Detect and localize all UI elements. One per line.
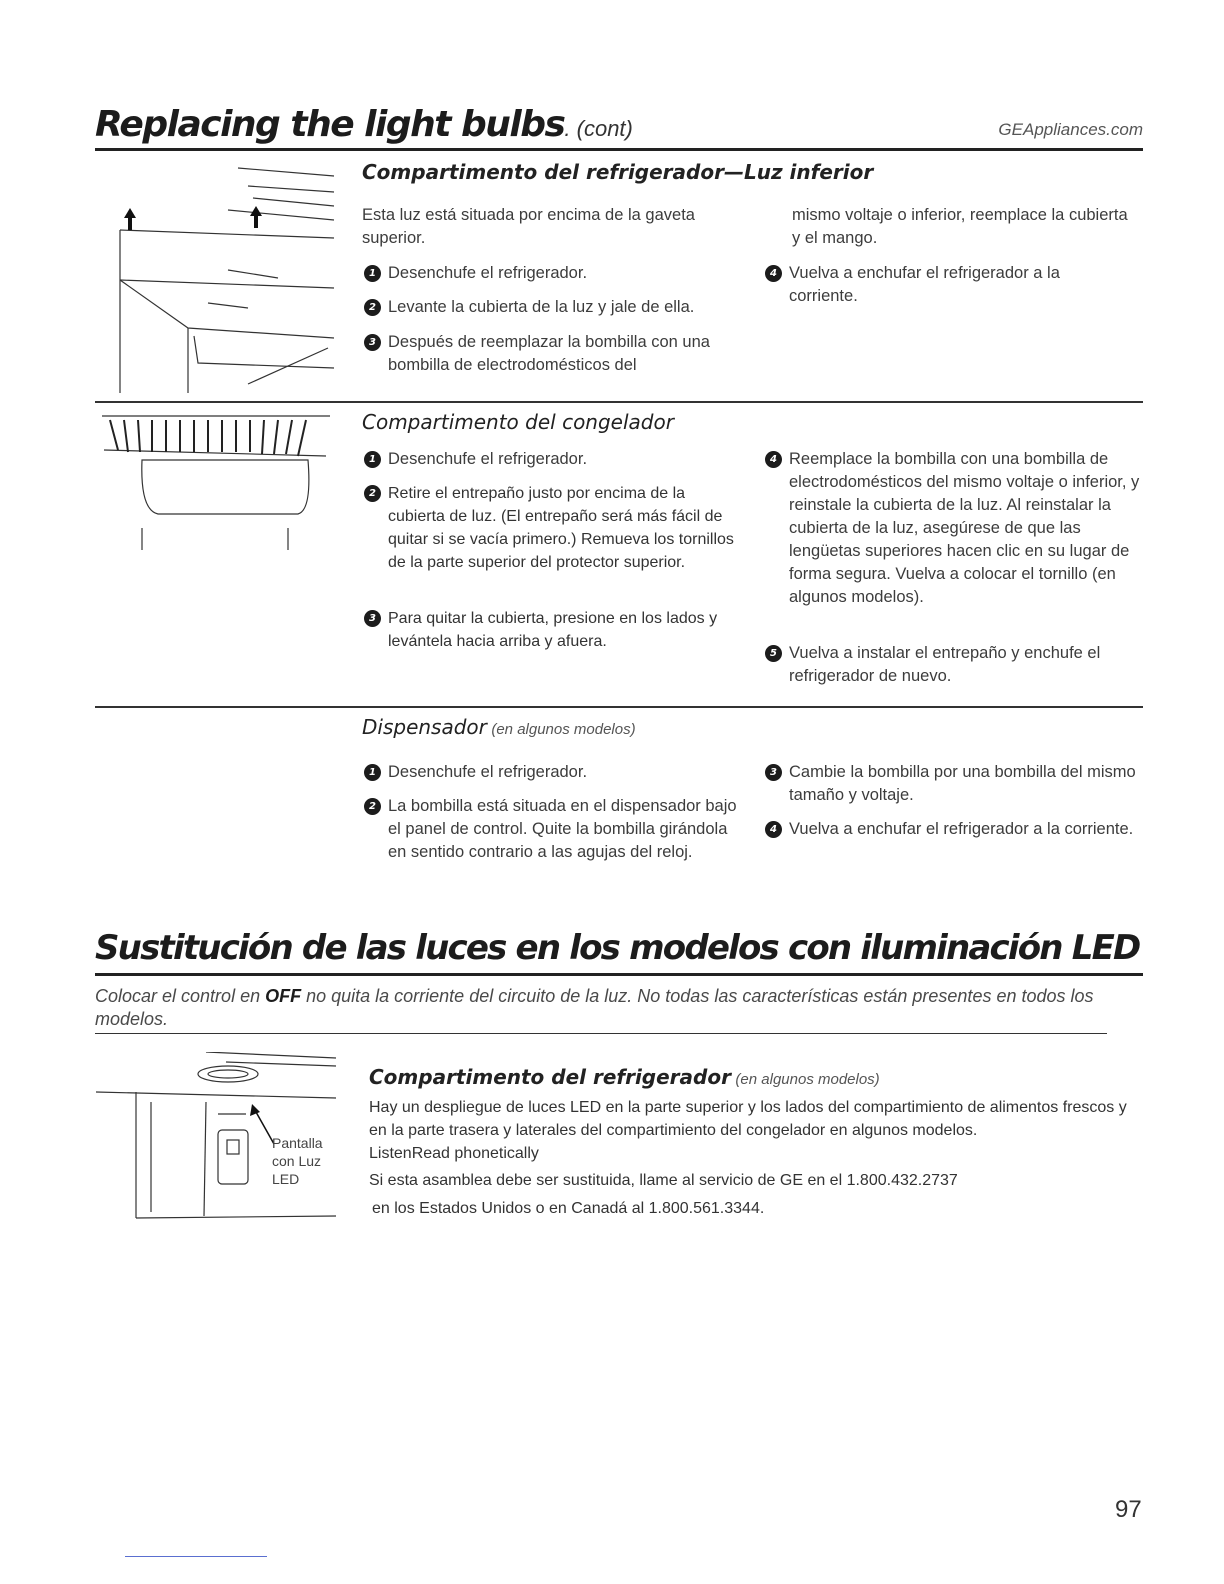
led-figure-label-line1: Pantalla (272, 1135, 323, 1151)
section1-step-2 (364, 296, 764, 319)
step-text: Desenchufe el refrigerador. (388, 763, 588, 781)
led-intro-off: OFF (265, 986, 302, 1006)
section1-step-3-continued: mismo voltaje o inferior, reemplace la cubierta y el mango. (792, 206, 1128, 247)
step-number-icon: 2 (364, 798, 381, 815)
led-intro-part-b: no quita la corriente del circuito de la luz. No todas las características están presentes en todos los modelos. (95, 986, 1094, 1029)
section1-rule (95, 401, 1143, 403)
step-number-icon: 3 (765, 764, 782, 781)
led-figure-label-line3: LED (272, 1171, 300, 1187)
led-sub-heading (369, 1065, 880, 1089)
step-number-icon: 2 (364, 299, 381, 316)
freezer-light-illustration (98, 410, 338, 560)
led-sub-title: Compartimento del refrigerador (369, 1065, 731, 1089)
section2-rule (95, 706, 1143, 708)
step-number-icon: 5 (765, 645, 782, 662)
step-number-icon: 1 (364, 764, 381, 781)
refrigerator-drawer-illustration (98, 158, 338, 398)
led-intro (95, 985, 1145, 1031)
step-text: Levante la cubierta de la luz y jale de ella. (388, 298, 695, 316)
led-intro-rule (95, 1033, 1107, 1034)
section1-intro: Esta luz está situada por encima de la gaveta superior. (362, 206, 695, 247)
section3-note: (en algunos modelos) (491, 721, 636, 738)
led-paragraph-4: en los Estados Unidos o en Canadá al 1.800.561.3344. (372, 1200, 765, 1217)
section2-step-1 (364, 448, 724, 471)
step-text: Vuelva a enchufar el refrigerador a la corriente. (789, 264, 1060, 305)
step-number-icon: 2 (364, 485, 381, 502)
page-title: Replacing the light bulbs (95, 104, 565, 145)
led-paragraph-1: Hay un despliegue de luces LED en la parte superior y los lados del compartimiento de alimentos frescos y en la parte trasera y laterales del compartimiento del congelador en algunos modelos. (369, 1099, 1127, 1139)
led-intro-part-a: Colocar el control en (95, 986, 266, 1006)
step-text: Desenchufe el refrigerador. (388, 450, 588, 468)
led-figure-label (272, 1134, 323, 1188)
section2-step-4 (765, 448, 1140, 609)
step-number-icon: 4 (765, 451, 782, 468)
led-paragraph-3: Si esta asamblea debe ser sustituida, llame al servicio de GE en el 1.800.432.2737 (369, 1172, 958, 1189)
step-text: Reemplace la bombilla con una bombilla de electrodomésticos del mismo voltaje o inferior, y reinstale la cubierta de la luz. Al reinstalar la cubierta de la luz, asegúrese de que las lengüetas superiores hacen clic en su lugar de forma segura. Vuelva a colocar el tornillo (en algunos modelos). (789, 450, 1140, 606)
step-text: Vuelva a enchufar el refrigerador a la corriente. (789, 820, 1134, 838)
step-text: Vuelva a instalar el entrepaño y enchufe el refrigerador de nuevo. (789, 644, 1101, 685)
step-text: Cambie la bombilla por una bombilla del mismo tamaño y voltaje. (789, 763, 1136, 804)
step-text: Para quitar la cubierta, presione en los lados y levántela hacia arriba y afuera. (388, 610, 718, 650)
step-text: La bombilla está situada en el dispensador bajo el panel de control. Quite la bombilla girándola en sentido contrario a las agujas del reloj. (388, 797, 737, 861)
section3-title: Dispensador (362, 715, 487, 739)
step-text: Desenchufe el refrigerador. (388, 264, 588, 282)
section3-heading (362, 715, 636, 739)
section1-title: Compartimento del refrigerador—Luz inferior (362, 160, 874, 184)
page-title-suffix: . (cont) (564, 116, 633, 141)
section3-step-1 (364, 761, 724, 784)
step-number-icon: 4 (765, 265, 782, 282)
site-url: GEAppliances.com (998, 120, 1143, 139)
page-header (95, 104, 1145, 144)
footer-line (125, 1556, 267, 1557)
section3-step-2 (364, 795, 739, 864)
section1-step-3 (364, 331, 744, 377)
section1-step-1 (364, 262, 754, 285)
step-number-icon: 3 (364, 610, 381, 627)
page-number: 97 (1115, 1496, 1142, 1523)
section3-step-3 (765, 761, 1140, 807)
section2-step-3 (364, 607, 724, 653)
led-section-title: Sustitución de las luces en los modelos con iluminación LED (95, 928, 1140, 968)
led-paragraph-2: ListenRead phonetically (369, 1145, 539, 1162)
section1-step-4 (765, 262, 1095, 308)
step-number-icon: 1 (364, 451, 381, 468)
section2-step-2 (364, 482, 739, 574)
section2-step-5 (765, 642, 1140, 688)
led-title-rule (95, 973, 1143, 976)
led-sub-note: (en algunos modelos) (735, 1071, 880, 1088)
step-text: Después de reemplazar la bombilla con una bombilla de electrodomésticos del (388, 333, 710, 374)
step-text: Retire el entrepaño justo por encima de la cubierta de luz. (El entrepaño será más fácil de quitar si se vacía primero.) Remueva los tornillos de la parte superior del protector superior. (388, 485, 734, 571)
step-number-icon: 1 (364, 265, 381, 282)
section2-title: Compartimento del congelador (362, 410, 674, 434)
step-number-icon: 3 (364, 334, 381, 351)
section3-step-4 (765, 818, 1140, 841)
led-figure-label-line2: con Luz (272, 1153, 322, 1169)
step-number-icon: 4 (765, 821, 782, 838)
header-rule (95, 148, 1143, 151)
